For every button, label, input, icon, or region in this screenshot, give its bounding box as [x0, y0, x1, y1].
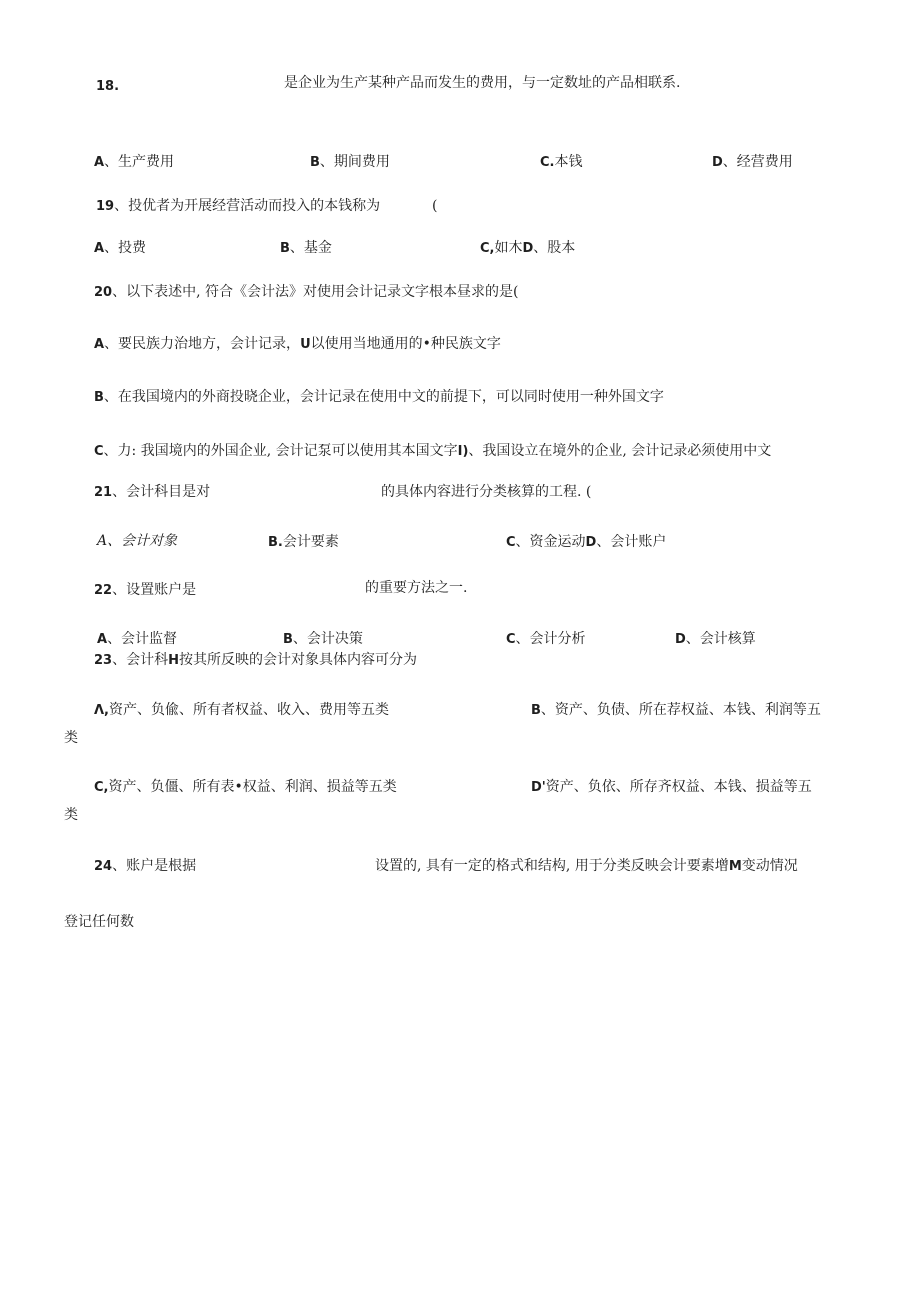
q22-option-a: A、会计监督	[97, 631, 178, 647]
q20-stem: 20、以下表述中, 符合《会计法》对使用会计记录文字根本昼求的是(	[94, 284, 519, 300]
q24-stem-end: 设置的, 具有一定的格式和结构, 用于分类反映会计要素增M变动情况	[375, 858, 798, 874]
q19-stem: 19、投优者为开展经营活动而投入的本钱称为	[96, 198, 381, 214]
q22-stem-start: 22、设置账户是	[94, 582, 197, 598]
q18-stem: 是企业为生产某种产品而发生的费用，与一定数址的产品相联系.	[284, 75, 681, 91]
q19-option-a: A、投费	[94, 240, 147, 256]
q23-option-c: C,资产、负僵、所有表•权益、利润、损益等五类	[94, 779, 397, 795]
q19-option-b: B、基金	[280, 240, 332, 256]
q22-option-c: C、会计分析	[506, 631, 586, 647]
q19-option-cd: C,如木D、股本	[480, 240, 576, 256]
q24-stem-start: 24、账户是根据	[94, 858, 197, 874]
q18-number: 18.	[96, 79, 120, 94]
q20-option-cd: C、力: 我国境内的外国企业, 会计记泵可以使用其本国文字I)、我国设立在境外的企业, 会计记录必须使用中文	[94, 443, 772, 459]
q20-option-b: B、在我国境内的外商投晓企业，会计记录在使用中文的前提下，可以同时使用一种外国文字	[94, 389, 664, 405]
q19-answer-paren: (	[432, 198, 438, 214]
q18-option-c: C.本钱	[540, 154, 583, 170]
q24-stem-wrap: 登记任何数	[64, 914, 134, 930]
q18-option-b: B、期间费用	[310, 154, 390, 170]
q22-option-d: D、会计核算	[675, 631, 756, 647]
q23-option-d-wrap: 类	[64, 807, 78, 823]
q21-option-a: A、会计对象	[97, 533, 178, 549]
q21-stem-start: 21、会计科目是对	[94, 484, 211, 500]
q23-option-b-wrap: 类	[64, 730, 78, 746]
q18-option-d: D、经营费用	[712, 154, 793, 170]
q18-option-a: A、生产费用	[94, 154, 175, 170]
q21-option-b: B.会计要素	[268, 534, 339, 550]
q23-option-b: B、资产、负债、所在荐权益、本钱、利润等五	[531, 702, 821, 718]
q23-stem: 23、会计科H按其所反映的会计对象具体内容可分为	[94, 652, 417, 668]
q23-option-d: D'资产、负依、所存齐权益、本钱、损益等五	[531, 779, 812, 795]
q21-option-cd: C、资金运动D、会计账户	[506, 534, 667, 550]
q20-option-a: A、要民族力治地方，会计记录，U以使用当地通用的•种民族文字	[94, 336, 501, 352]
q22-option-b: B、会计决策	[283, 631, 363, 647]
q21-stem-end: 的具体内容进行分类核算的工程. (	[381, 484, 592, 500]
q23-option-a: Λ,资产、负偸、所有者权益、收入、费用等五类	[94, 702, 389, 718]
q22-stem-end: 的重要方法之一.	[365, 580, 468, 596]
